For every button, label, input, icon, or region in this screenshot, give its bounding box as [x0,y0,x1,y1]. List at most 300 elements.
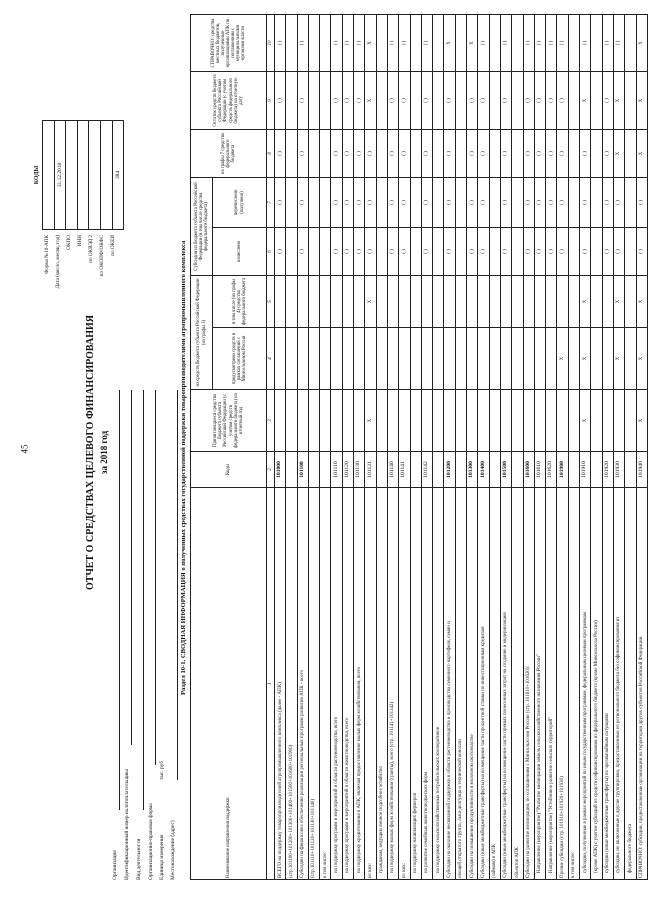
row-value: ( ) [421,178,432,228]
row-value: ( ) [523,15,534,72]
row-name: субсидии (иные межбюджетные трансферты) по чрезвычайным ситуациям [602,488,613,880]
row-code: 101620 [546,452,557,488]
row-code: 101200 [444,452,455,488]
row-value [568,276,579,328]
row-value [320,328,331,390]
row-value [387,328,398,390]
row-value [591,328,602,390]
row-value: ( ) [500,130,511,178]
table-row [354,15,365,880]
table-row [410,15,421,880]
row-code: 101100 [297,452,308,488]
row-name: (кроме АПК) с учетом субсидий из средств софинансирования из федерального бюджета (кроме Минсельхоза России) [591,488,602,880]
row-value: ( ) [557,72,568,130]
row-value: ( ) [387,228,398,276]
row-value: ( ) [444,130,455,178]
row-value [286,328,297,390]
row-value [399,276,410,328]
table-row [331,15,342,880]
row-value: X [636,130,647,178]
row-code: 101500 [500,452,511,488]
code-cell [89,121,101,230]
column-number: 9 [267,72,275,130]
row-value: ( ) [297,228,308,276]
row-value [286,390,297,452]
row-value [308,276,319,328]
row-value [455,228,466,276]
row-value: ( ) [297,130,308,178]
header-col4: предусмотрено средств в рамках соглашений с Минсельхозом России [213,328,267,390]
row-code [433,452,444,488]
row-value [467,276,478,328]
row-value [625,390,636,452]
table-row [546,15,557,880]
row-value: ( ) [387,130,398,178]
header-direction: Наименование направления поддержки [191,488,267,880]
row-value: ( ) [580,130,591,178]
row-value [286,15,297,72]
row-value [613,390,624,452]
table-row [489,15,500,880]
row-value [568,72,579,130]
table-row [433,15,444,880]
header-col6: начислено [213,228,267,276]
row-value: ( ) [523,130,534,178]
header-col8: из графы 7 средства федерального бюджета [191,130,267,178]
column-number: 4 [267,328,275,390]
row-value [591,130,602,178]
row-name: объектов АПК [512,488,523,880]
table-row [297,15,308,880]
org-label: Организация [112,850,118,880]
table-row [444,15,455,880]
row-value: X [636,15,647,72]
row-value: X [613,328,624,390]
row-value [489,130,500,178]
row-value [444,390,455,452]
row-value: ( ) [331,130,342,178]
section-title: Раздел 10-1. СВОДНАЯ ИНФОРМАЦИЯ о полученных средствах государственной поддержки товаропроизводителями агропромышленного комплекса [180,240,187,695]
row-value [467,390,478,452]
row-value: X [365,276,376,328]
row-value [376,178,387,228]
okpo-label: ОКПО [66,235,72,250]
row-value: ( ) [478,228,489,276]
row-value: ( ) [602,130,613,178]
row-value: ( ) [534,72,545,130]
row-value [489,228,500,276]
column-number: 1 [267,488,275,880]
row-value: ( ) [467,72,478,130]
support-table [190,14,648,880]
row-code: 101610 [534,452,545,488]
row-code [308,452,319,488]
row-name: Направление (мероприятие) "Устойчивое развитие сельских территорий" [546,488,557,880]
row-code: 101110 [331,452,342,488]
row-value: ( ) [297,72,308,130]
row-value [455,178,466,228]
row-value [308,228,319,276]
row-value [433,228,444,276]
row-value: ( ) [613,15,624,72]
row-value [376,15,387,72]
row-value [354,276,365,328]
row-value [286,228,297,276]
row-value: ( ) [580,228,591,276]
table-row [365,15,376,880]
row-value [387,390,398,452]
row-value [354,390,365,452]
row-value: ( ) [421,130,432,178]
row-name: (займам) в АПК [489,488,500,880]
row-value [433,328,444,390]
row-value: ( ) [342,228,353,276]
header-group4: из средств бюджета субъекта Российской Федерации (из графы 3) [191,276,213,390]
legal-form-label: Организационно-правовая форма [148,803,154,880]
row-value [365,328,376,390]
row-value [568,390,579,452]
row-value [546,390,557,452]
row-value [376,228,387,276]
row-code: 101000 [275,452,286,488]
row-value: ( ) [297,15,308,72]
row-value: X [365,15,376,72]
table-row [568,15,579,880]
row-value [421,276,432,328]
row-value: X [467,15,478,72]
row-value: ( ) [275,15,286,72]
row-name: из них: [399,488,410,880]
row-code: 101140 [387,452,398,488]
unit-value: тыс. руб [159,760,165,780]
row-value [320,390,331,452]
row-value [399,390,410,452]
row-code: 101940 [636,452,647,488]
row-value: ( ) [557,178,568,228]
row-value [342,276,353,328]
row-value [568,228,579,276]
row-value: ( ) [331,178,342,228]
row-value: X [580,276,591,328]
row-code: 101400 [478,452,489,488]
row-value [512,15,523,72]
row-value [455,72,466,130]
row-value [308,130,319,178]
row-value [625,228,636,276]
row-value [478,390,489,452]
row-value [591,178,602,228]
row-value: ( ) [602,178,613,228]
row-value: ( ) [534,130,545,178]
row-value [320,15,331,72]
row-value [433,276,444,328]
row-value: ( ) [399,15,410,72]
row-value [444,328,455,390]
code-cell [43,121,55,230]
row-value: X [557,328,568,390]
row-value [433,72,444,130]
row-value [376,130,387,178]
row-value [320,178,331,228]
row-value [410,72,421,130]
row-value [602,328,613,390]
codes-table [42,120,124,230]
table-row [376,15,387,880]
row-value: ( ) [580,178,591,228]
row-name: СПРАВОЧНО: субсидии, предоставленные организации на территории других субъектов Российской Федерации [636,488,647,880]
row-code: 101900 [557,452,568,488]
row-name: субсидии, полученные в рамках мероприятий по иным государственным программам, федеральным целевым программам [580,488,591,880]
row-value [489,390,500,452]
column-number: 6 [267,228,275,276]
report-period: за 2018 год [99,430,109,475]
code-cell [66,121,78,230]
header-col9: Остаток средств бюджета субъекта Российской Федерации (с учетом средств федерального бюджета) на отчетную дату [191,72,267,130]
row-name: на поддержку кредитования в АПК, включая предоставление малых форм хозяйствования, всего [354,488,365,880]
row-value: ( ) [399,130,410,178]
row-value: ( ) [275,228,286,276]
activity-label: Вид деятельности [136,838,142,880]
row-name: на развитие семейных животноводческих ферм [421,488,432,880]
row-value [275,390,286,452]
row-value: ( ) [500,178,511,228]
row-value [354,328,365,390]
date-value: 31.12.2018 [54,121,66,230]
row-value: ( ) [354,178,365,228]
row-name: субсидии, не включенные в другие группировки, предоставленные из регионального бюджета без софинансирования из [613,488,624,880]
row-value [534,276,545,328]
row-value [523,390,534,452]
okei-label: по ОКЕИ [110,235,116,256]
row-value: X [365,72,376,130]
row-value [534,328,545,390]
row-value: ( ) [275,72,286,130]
row-value [512,390,523,452]
row-value: ( ) [387,72,398,130]
row-value [523,328,534,390]
row-value: ( ) [557,15,568,72]
row-value [602,390,613,452]
row-value [286,130,297,178]
okei-value: 384 [112,121,124,230]
row-value: ( ) [354,130,365,178]
row-value: ( ) [580,15,591,72]
row-value: ( ) [365,228,376,276]
row-value: X [580,72,591,130]
table-row [399,15,410,880]
row-value: ( ) [500,15,511,72]
table-row [613,15,624,880]
row-value [421,390,432,452]
row-value [489,276,500,328]
page-number: 45 [19,444,30,454]
row-value [308,328,319,390]
table-row [636,15,647,880]
row-code: 101300 [467,452,478,488]
header-col10: СПРАВОЧНО: средства местных бюджетов, полученные организациями АПК по соглашениям с муниципальными органами власти [191,15,267,72]
row-value: ( ) [602,15,613,72]
row-name: Субсидии на развитие мелиорации, по соглашениям с Минсельхозом России (стр. 101610+101620): [523,488,534,880]
row-value: X [444,15,455,72]
table-row [467,15,478,880]
table-row [523,15,534,880]
row-value: ( ) [636,228,647,276]
row-value [320,130,331,178]
row-value: ( ) [444,72,455,130]
row-value [433,130,444,178]
row-value [433,390,444,452]
table-row [478,15,489,880]
row-value [625,130,636,178]
header-col7: перечислено (получено) [213,178,267,228]
row-code [591,452,602,488]
row-value: ( ) [478,72,489,130]
row-value: ( ) [354,15,365,72]
row-value [308,72,319,130]
row-value: ( ) [500,72,511,130]
row-value [275,328,286,390]
table-row [387,15,398,880]
row-value [557,390,568,452]
row-value [455,328,466,390]
row-name: Прочие субсидии (стр. 101910+101920+101930) [557,488,568,880]
row-value [625,72,636,130]
row-code: 101142 [421,452,432,488]
row-value: ( ) [399,228,410,276]
row-value [568,178,579,228]
row-value [534,390,545,452]
row-code: 101920 [602,452,613,488]
row-value [512,228,523,276]
row-value: X [636,328,647,390]
row-value [433,178,444,228]
table-row [421,15,432,880]
row-value [320,228,331,276]
row-value [455,15,466,72]
codes-header: КОДЫ [34,165,40,185]
row-value: X [613,276,624,328]
row-value: ( ) [534,228,545,276]
row-value [625,276,636,328]
row-value: ( ) [421,228,432,276]
row-value [568,15,579,72]
row-value: ( ) [546,72,557,130]
row-code: 101131 [365,452,376,488]
table-row [286,15,297,880]
table-row [308,15,319,880]
row-value: ( ) [546,228,557,276]
report-title: ОТЧЕТ О СРЕДСТВАХ ЦЕЛЕВОГО ФИНАНСИРОВАНИЯ [85,315,96,590]
row-value: ( ) [275,178,286,228]
row-value [342,390,353,452]
row-value: ( ) [365,130,376,178]
row-value [410,15,421,72]
row-value: ( ) [467,228,478,276]
column-number: 10 [267,15,275,72]
row-value [444,276,455,328]
row-value: ( ) [342,178,353,228]
row-value [387,276,398,328]
row-value: ( ) [331,228,342,276]
row-value [297,276,308,328]
row-value: ( ) [275,130,286,178]
row-value: ( ) [546,130,557,178]
row-value: X [580,328,591,390]
row-value: ( ) [523,228,534,276]
row-name: Субсидии на повышение продуктивности в молочном скотоводстве [467,488,478,880]
table-row [275,15,286,880]
row-name: (стр.101110+101120+101130+101140) [308,488,319,880]
row-value: ( ) [613,228,624,276]
row-value [410,228,421,276]
row-value [455,276,466,328]
row-value [546,328,557,390]
row-value: ( ) [602,228,613,276]
row-value: ( ) [387,178,398,228]
row-value: ( ) [365,178,376,228]
row-name: на поддержку программ и мероприятий в области животноводства, всего [342,488,353,880]
row-name: федерального бюджета [625,488,636,880]
row-value [297,390,308,452]
row-code [410,452,421,488]
row-value [568,130,579,178]
row-value [297,328,308,390]
row-value [410,276,421,328]
column-number: 2 [267,452,275,488]
row-value [489,328,500,390]
row-value [500,276,511,328]
row-name: в том числе: [568,488,579,880]
row-value [568,328,579,390]
row-value [546,276,557,328]
row-name: на поддержку сельскохозяйственных потребительских кооперативов [433,488,444,880]
table-row [320,15,331,880]
row-value [625,15,636,72]
row-value: ( ) [342,15,353,72]
row-name: Субсидии на финансовое обеспечение реализации региональных программ развития АПК - всего [297,488,308,880]
row-name: овощей открытого грунта, льна-долгунца и технической конопли [455,488,466,880]
row-value: ( ) [354,228,365,276]
row-value [286,72,297,130]
row-code: 101141 [399,452,410,488]
row-value: X [580,390,591,452]
column-number: 5 [267,276,275,328]
taxpayer-id-label: Идентификационный номер налогоплательщика [124,768,130,880]
row-code: 101930 [613,452,624,488]
row-value: ( ) [557,130,568,178]
row-value [410,178,421,228]
row-value [512,276,523,328]
row-value [308,15,319,72]
row-value [410,130,421,178]
row-value [512,328,523,390]
row-value: ( ) [534,15,545,72]
row-name: на поддержку начинающих фермеров [410,488,421,880]
row-value: X [636,390,647,452]
code-cell [100,121,112,230]
row-value: X [636,72,647,130]
row-code [625,452,636,488]
row-name: на поддержку малых форм хозяйствования (гранты), всего (стр. 101141+101142) [387,488,398,880]
row-value: ( ) [421,72,432,130]
row-value [591,390,602,452]
row-value [467,328,478,390]
row-value [557,276,568,328]
row-code: 101600 [523,452,534,488]
row-value: ( ) [478,15,489,72]
row-code: 101910 [580,452,591,488]
row-value [421,328,432,390]
